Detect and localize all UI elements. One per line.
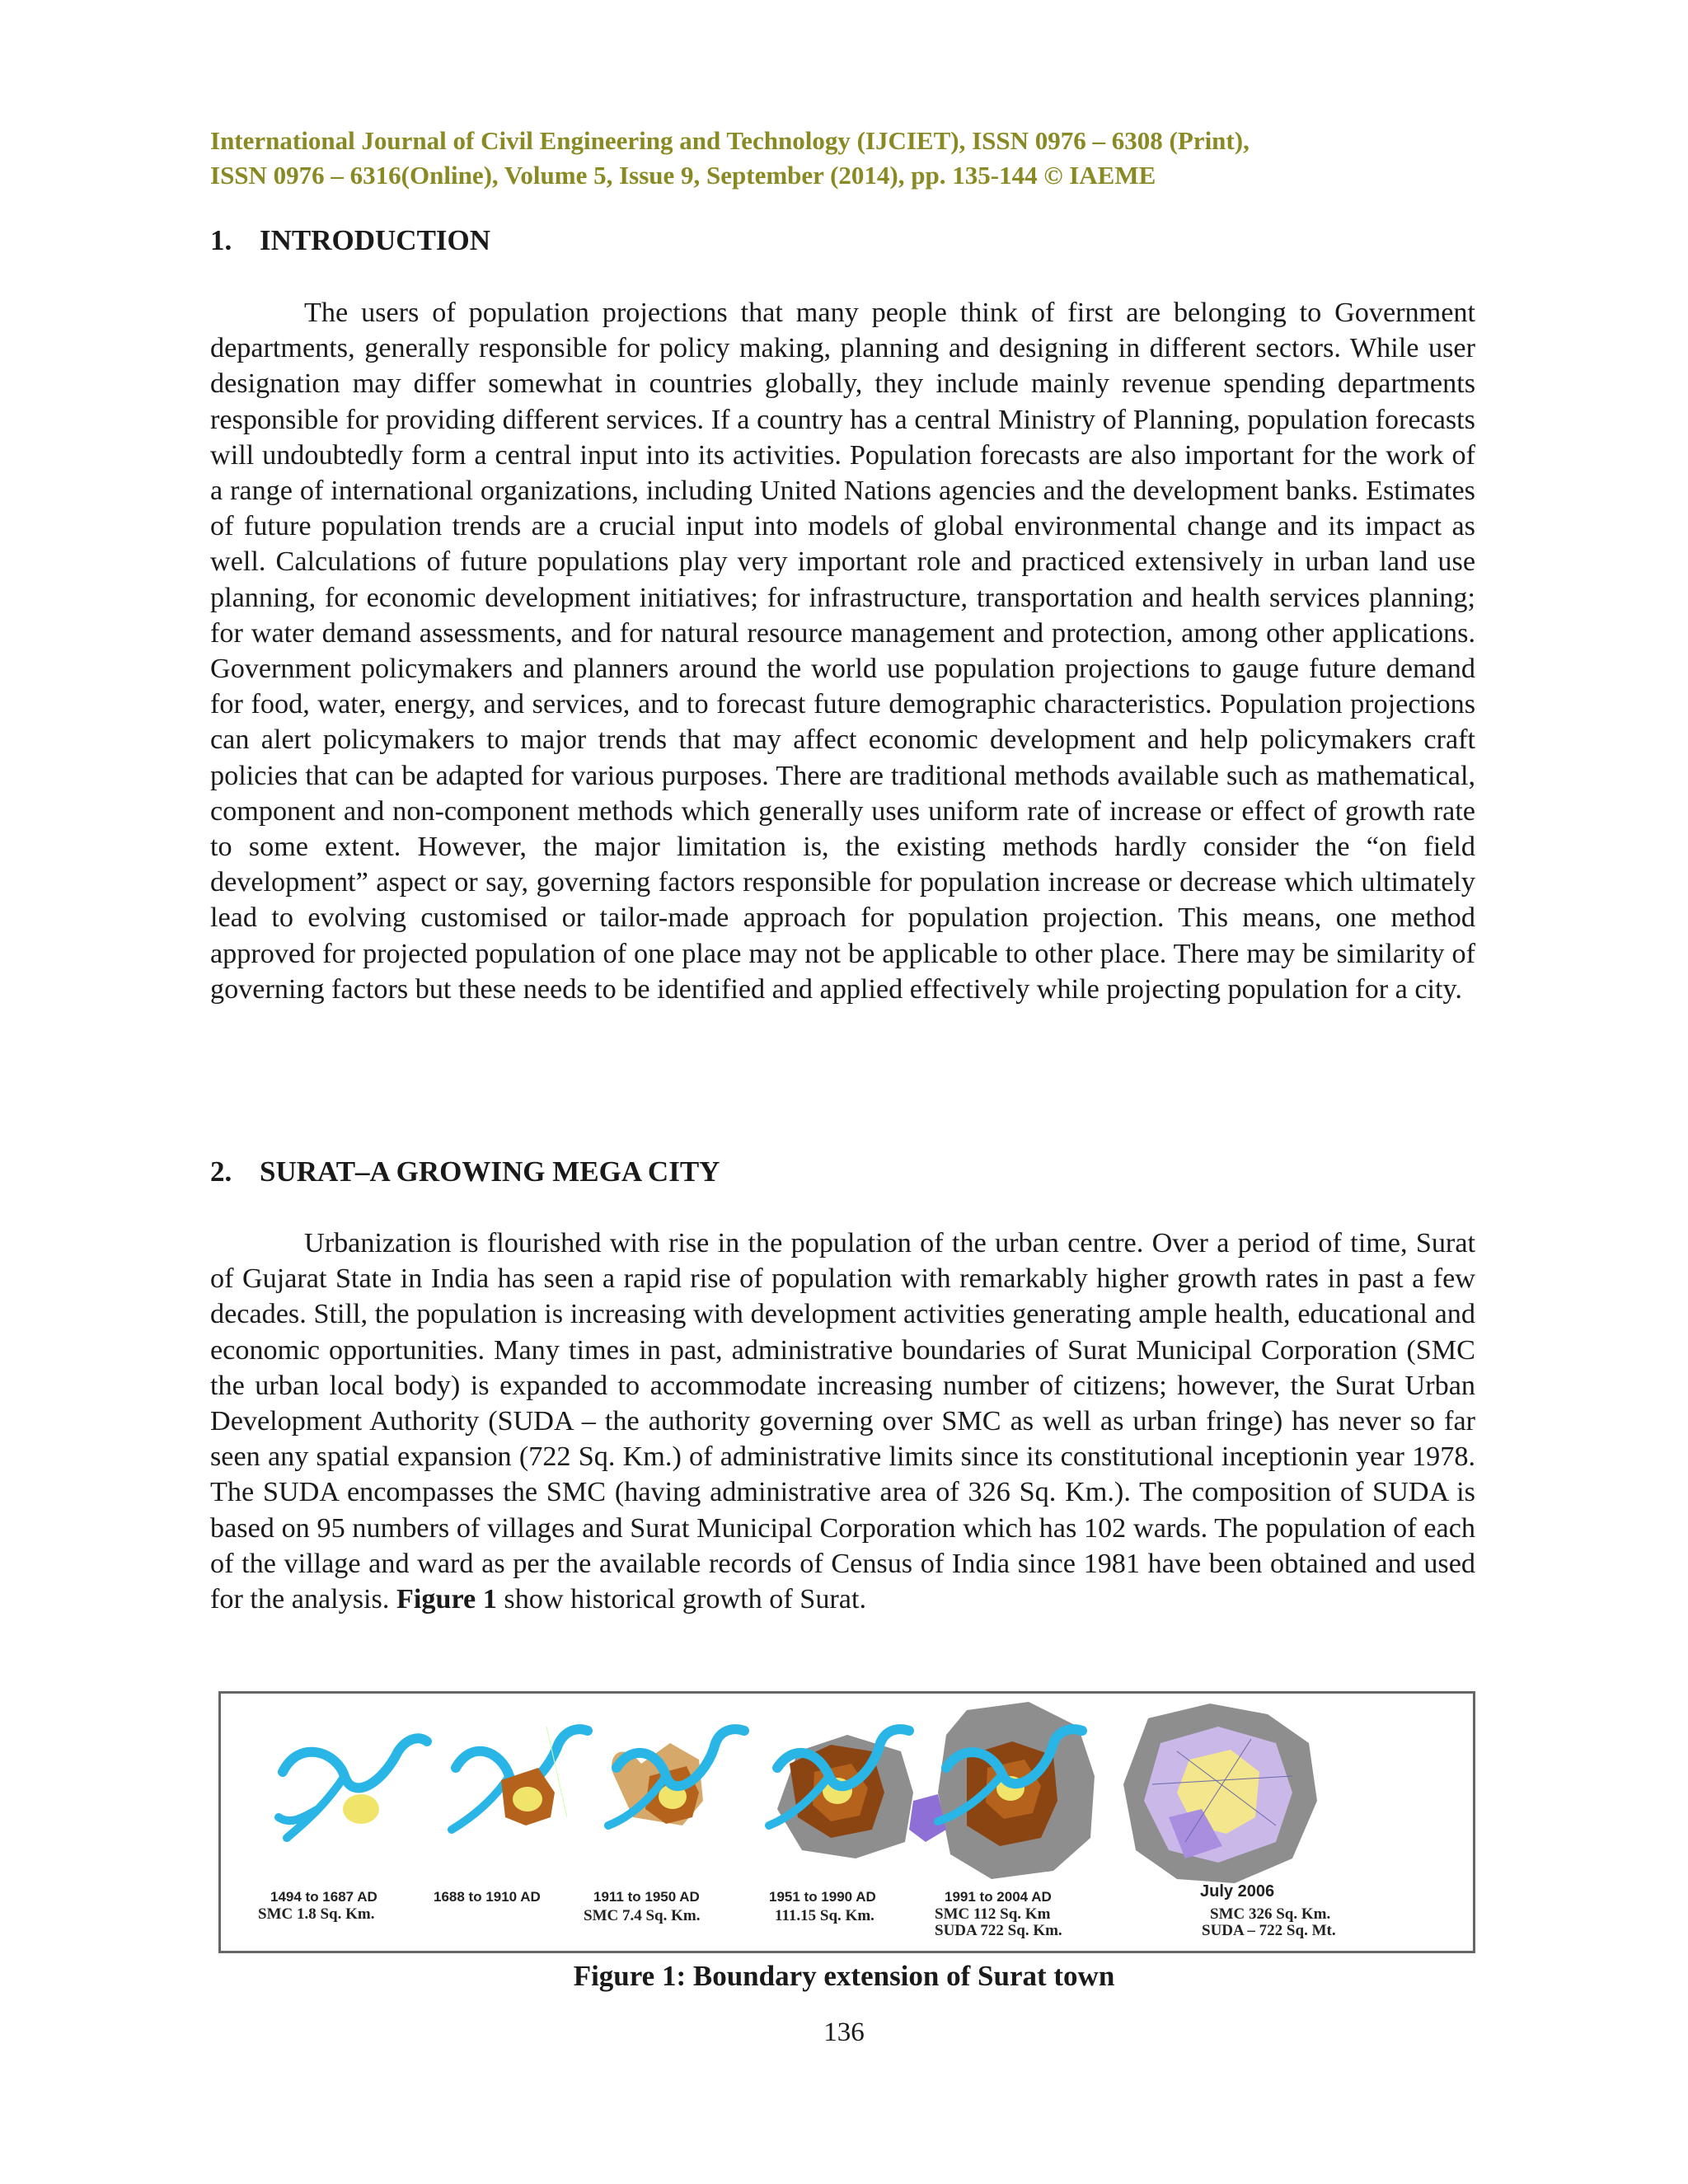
section-title: INTRODUCTION xyxy=(260,224,491,256)
panel-5-period: 1991 to 2004 AD xyxy=(945,1889,1052,1905)
section-heading-surat xyxy=(210,1155,720,1188)
journal-header-line1: International Journal of Civil Engineering and Technology (IJCIET), ISSN 0976 – 6308 (Print), xyxy=(210,126,1250,155)
map-panel-1911 xyxy=(608,1729,744,1825)
surat-paragraph-text: Urbanization is flourished with rise in the population of the urban centre. Over a period of time, Surat of Gujarat State in India has seen a rapid rise of population with remarkably higher growth rates in past a few decades. Still, the population is increasing with development activities generating ample health, educational and economic opportunities. Many times in past, administrative boundaries of Surat Municipal Corporation (SMC the urban local body) is expanded to accommodate increasing number of citizens; however, the Surat Urban Development Authority (SUDA – the authority governing over SMC as well as urban fringe) has never so far seen any spatial expansion (722 Sq. Km.) of administrative limits since its constitutional inceptionin year 1978. The SUDA encompasses the SMC (having administrative area of 326 Sq. Km.). The composition of SUDA is based on 95 numbers of villages and Surat Municipal Corporation which has 102 wards. The population of each of the village and ward as per the available records of Census of India since 1981 have been obtained and used for the analysis. xyxy=(210,1228,1475,1615)
panel-5-area-suda: SUDA 722 Sq. Km. xyxy=(935,1922,1062,1939)
section-number: 2. xyxy=(210,1155,232,1188)
map-panel-1494 xyxy=(279,1738,427,1838)
panel-3-area: SMC 7.4 Sq. Km. xyxy=(584,1907,701,1924)
panel-5-area: SMC 112 Sq. Km xyxy=(935,1905,1051,1923)
panel-2-period: 1688 to 1910 AD xyxy=(434,1889,541,1905)
surat-growth-maps xyxy=(221,1694,1473,1951)
panel-4-period: 1951 to 1990 AD xyxy=(769,1889,876,1905)
panel-1-period: 1494 to 1687 AD xyxy=(270,1889,377,1905)
journal-header xyxy=(210,124,1475,193)
figure-caption: Figure 1: Boundary extension of Surat town xyxy=(573,1960,1115,1992)
surat-paragraph xyxy=(210,1226,1475,1617)
journal-header-line2: ISSN 0976 – 6316(Online), Volume 5, Issue 9, September (2014), pp. 135-144 © IAEME xyxy=(210,161,1156,190)
section-number: 1. xyxy=(210,224,232,256)
map-panel-1951 xyxy=(769,1729,913,1858)
panel-4-area: 111.15 Sq. Km. xyxy=(775,1907,874,1924)
panel-6-period: July 2006 xyxy=(1200,1882,1275,1900)
panel-1-area: SMC 1.8 Sq. Km. xyxy=(258,1905,375,1923)
page-number: 136 xyxy=(823,2018,865,2047)
panel-6-area: SMC 326 Sq. Km. xyxy=(1210,1905,1331,1923)
figure-boundary-extension xyxy=(218,1691,1475,1953)
map-panel-2006 xyxy=(1123,1704,1317,1883)
panel-6-area-suda: SUDA – 722 Sq. Mt. xyxy=(1202,1922,1336,1939)
figure-reference: Figure 1 xyxy=(396,1584,497,1615)
map-panel-1991 xyxy=(909,1702,1095,1879)
map-panel-1688 xyxy=(452,1727,588,1830)
panel-3-period: 1911 to 1950 AD xyxy=(593,1889,700,1905)
section-title: SURAT–A GROWING MEGA CITY xyxy=(260,1155,720,1188)
introduction-paragraph: The users of population projections that many people think of first are belonging to Government departments, generally responsible for policy making, planning and designing in different sectors. While user designation may differ somewhat in countries globally, they include mainly revenue spending departments responsible for providing different services. If a country has a central Ministry of Planning, population forecasts will undoubtedly form a central input into its activities. Population forecasts are also important for the work of a range of international organizations, including United Nations agencies and the development banks. Estimates of future population trends are a crucial input into models of global environmental change and its impact as well. Calculations of future populations play very important role and practiced extensively in urban land use planning, for economic development initiatives; for infrastructure, transportation and health services planning; for water demand assessments, and for natural resource management and protection, among other applications. Government policymakers and planners around the world use population projections to gauge future demand for food, water, energy, and services, and to forecast future demographic characteristics. Population projections can alert policymakers to major trends that may affect economic development and help policymakers craft policies that can be adapted for various purposes. There are traditional methods available such as mathematical, component and non-component methods which generally uses uniform rate of increase or effect of growth rate to some extent. However, the major limitation is, the existing methods hardly consider the “on field development” aspect or say, governing factors responsible for population increase or decrease which ultimately lead to evolving customised or tailor-made approach for population projection. This means, one method approved for projected population of one place may not be applicable to other place. There may be similarity of governing factors but these needs to be identified and applied effectively while projecting population for a city. xyxy=(210,298,1475,1005)
section-heading-introduction xyxy=(210,224,490,257)
surat-paragraph-text-end: show historical growth of Surat. xyxy=(496,1584,867,1615)
